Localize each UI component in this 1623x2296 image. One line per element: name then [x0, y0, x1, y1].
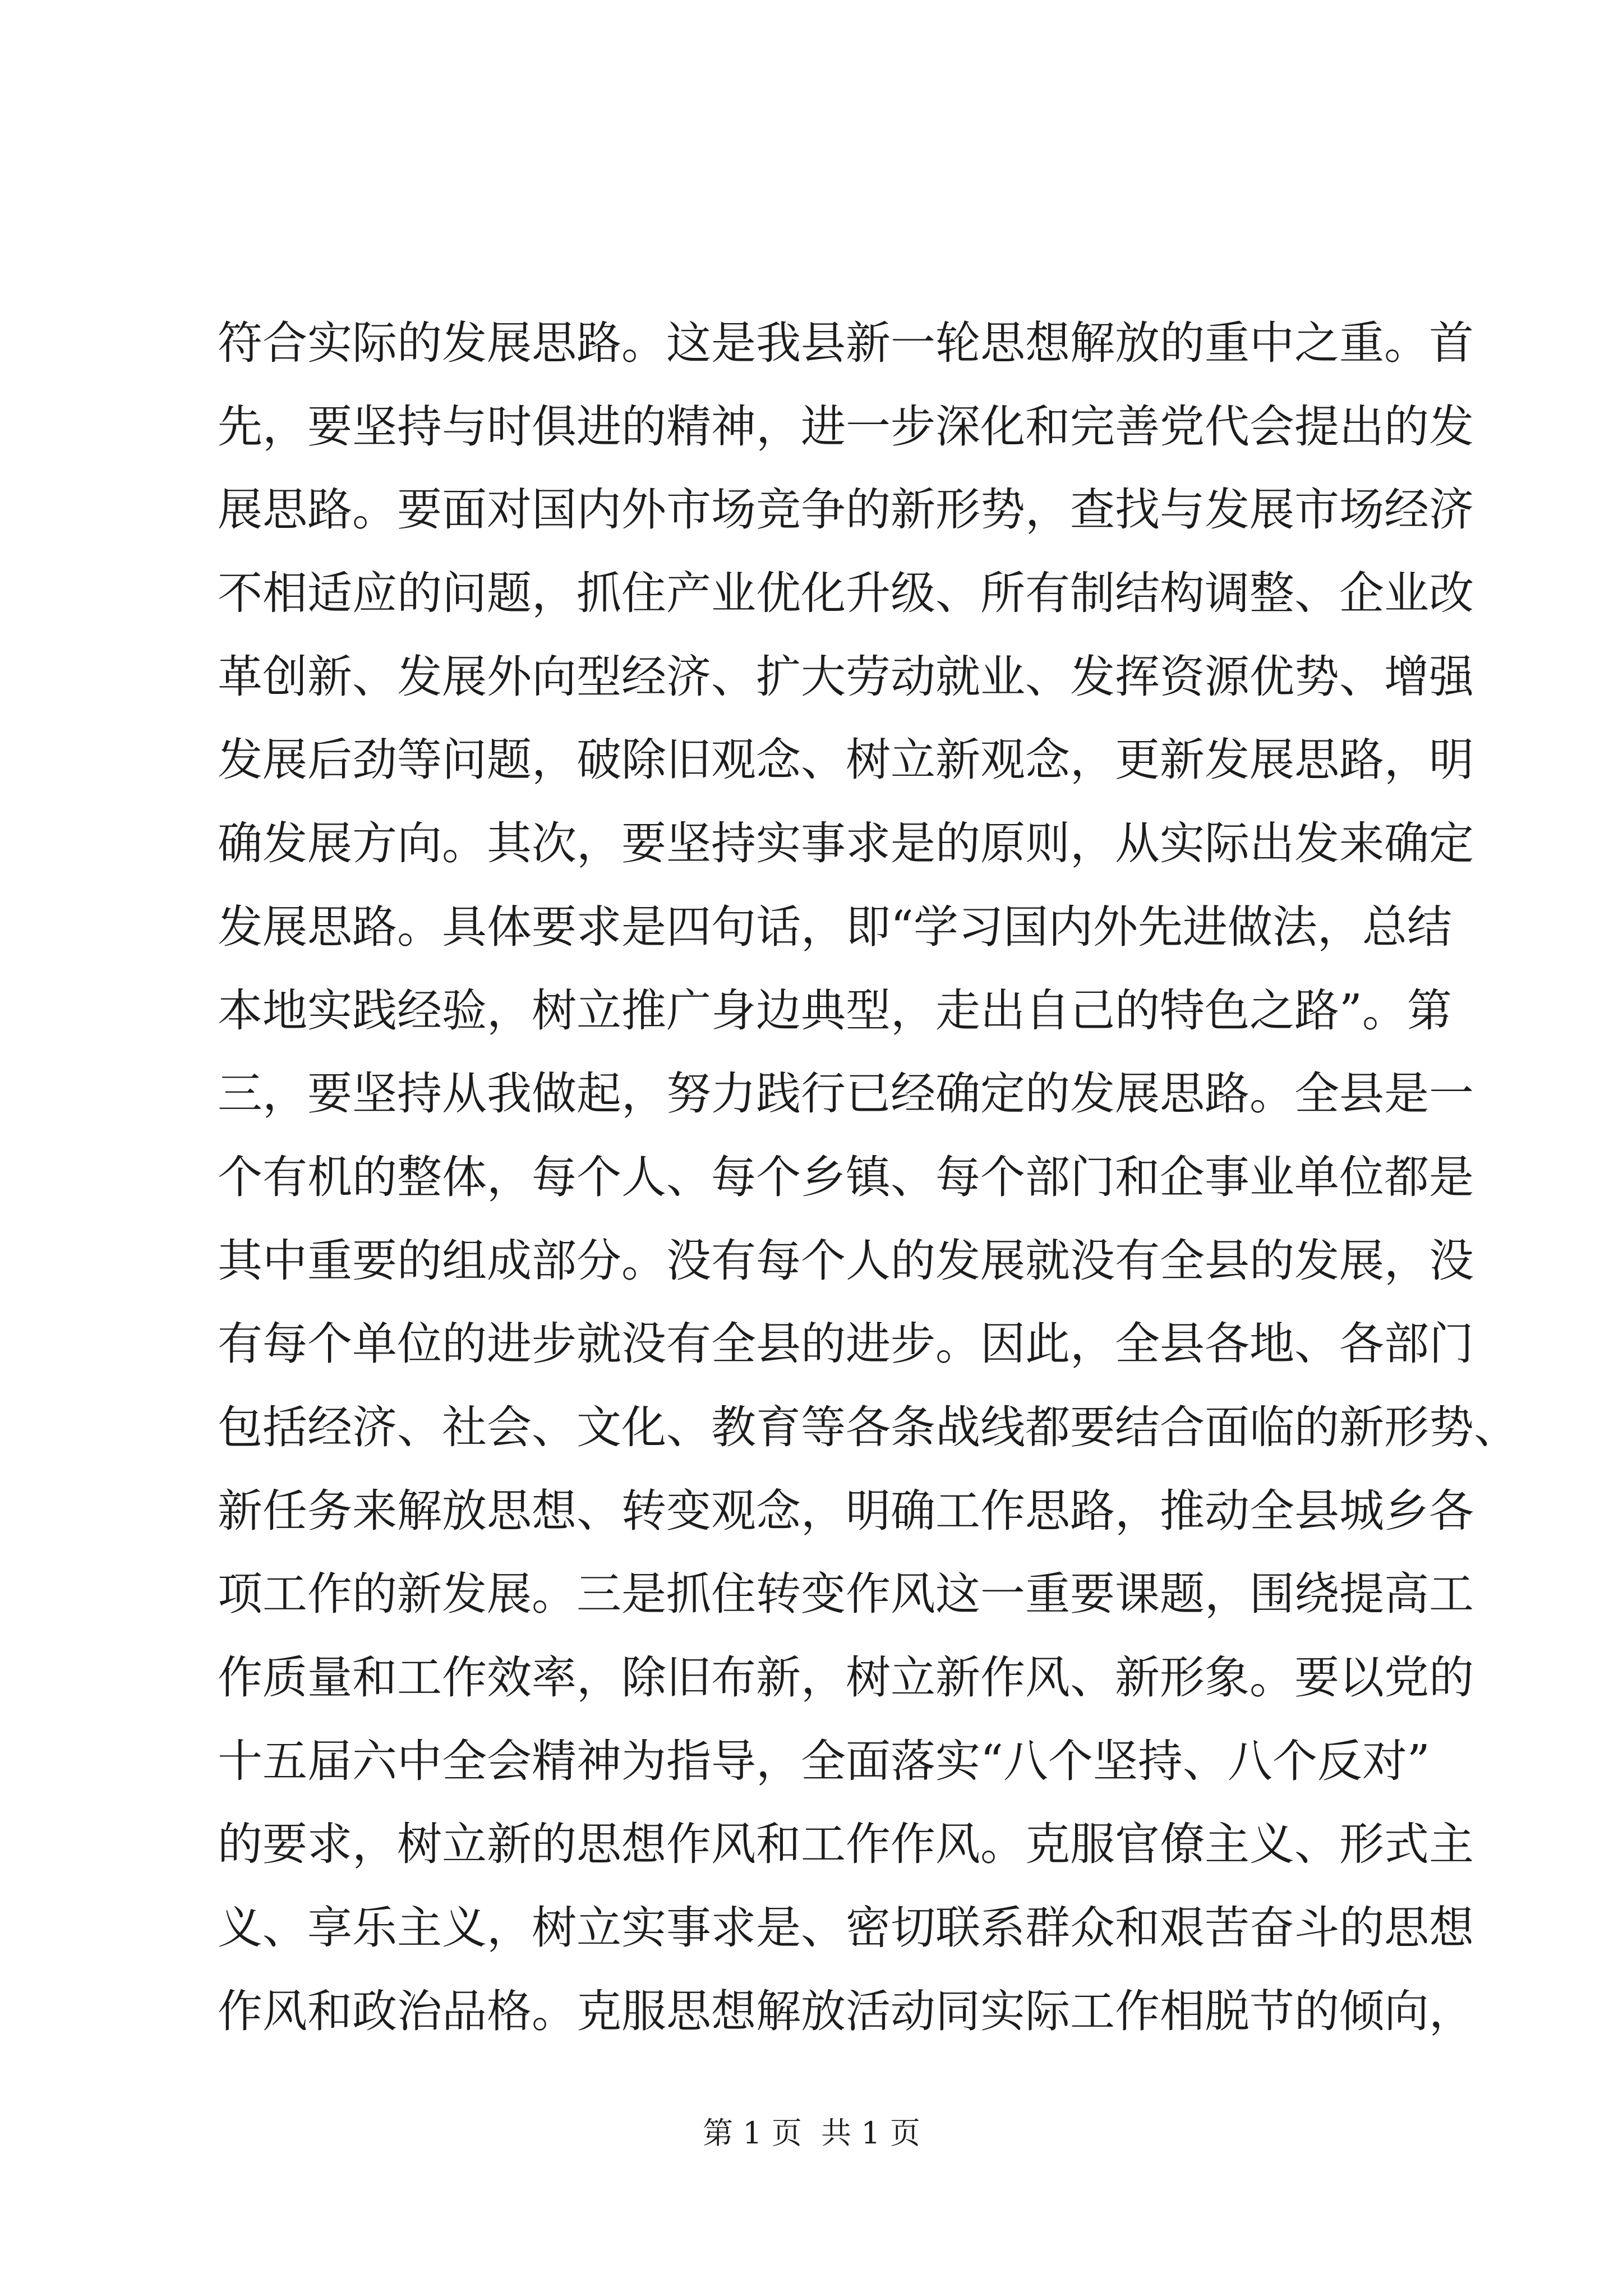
page-number-label: 第 1 页 共 1 页 — [703, 2115, 920, 2151]
body-text — [218, 302, 1519, 2053]
text-line-5: 革创新、发展外向型经济、扩大劳动就业、发挥资源优势、增强 — [218, 650, 1474, 703]
text-line-19: 的要求，树立新的思想作风和工作作风。克服官僚主义、形式主 — [218, 1818, 1474, 1871]
text-line-21: 作风和政治品格。克服思想解放活动同实际工作相脱节的倾向， — [218, 1985, 1474, 2037]
text-line-8: 发展思路。具体要求是四句话，即“学习国内外先进做法，总结 — [218, 900, 1452, 953]
text-line-16: 项工作的新发展。三是抓住转变作风这一重要课题，围绕提高工 — [218, 1568, 1474, 1621]
text-line-12: 其中重要的组成部分。没有每个人的发展就没有全县的发展，没 — [218, 1234, 1474, 1287]
page-footer — [0, 2109, 1623, 2152]
text-line-7: 确发展方向。其次，要坚持实事求是的原则，从实际出发来确定 — [218, 817, 1474, 870]
text-line-4: 不相适应的问题，抓住产业优化升级、所有制结构调整、企业改 — [218, 567, 1474, 620]
text-line-11: 个有机的整体，每个人、每个乡镇、每个部门和企事业单位都是 — [218, 1151, 1474, 1203]
text-line-2: 先，要坚持与时俱进的精神，进一步深化和完善党代会提出的发 — [218, 400, 1474, 453]
text-line-18: 十五届六中全会精神为指导，全面落实“八个坚持、八个反对” — [218, 1734, 1430, 1787]
text-line-9: 本地实践经验，树立推广身边典型，走出自己的特色之路”。第 — [218, 984, 1452, 1037]
text-line-3: 展思路。要面对国内外市场竞争的新形势，查找与发展市场经济 — [218, 484, 1474, 536]
text-line-14: 包括经济、社会、文化、教育等各条战线都要结合面临的新形势、 — [218, 1401, 1519, 1453]
text-line-1: 符合实际的发展思路。这是我县新一轮思想解放的重中之重。首 — [218, 317, 1474, 369]
text-line-13: 有每个单位的进步就没有全县的进步。因此，全县各地、各部门 — [218, 1318, 1474, 1370]
text-line-15: 新任务来解放思想、转变观念，明确工作思路，推动全县城乡各 — [218, 1484, 1474, 1537]
text-line-10: 三，要坚持从我做起，努力践行已经确定的发展思路。全县是一 — [218, 1068, 1474, 1120]
text-line-6: 发展后劲等问题，破除旧观念、树立新观念，更新发展思路，明 — [218, 734, 1474, 786]
text-line-17: 作质量和工作效率，除旧布新，树立新作风、新形象。要以党的 — [218, 1651, 1474, 1704]
text-line-20: 义、享乐主义，树立实事求是、密切联系群众和艰苦奋斗的思想 — [218, 1902, 1474, 1954]
